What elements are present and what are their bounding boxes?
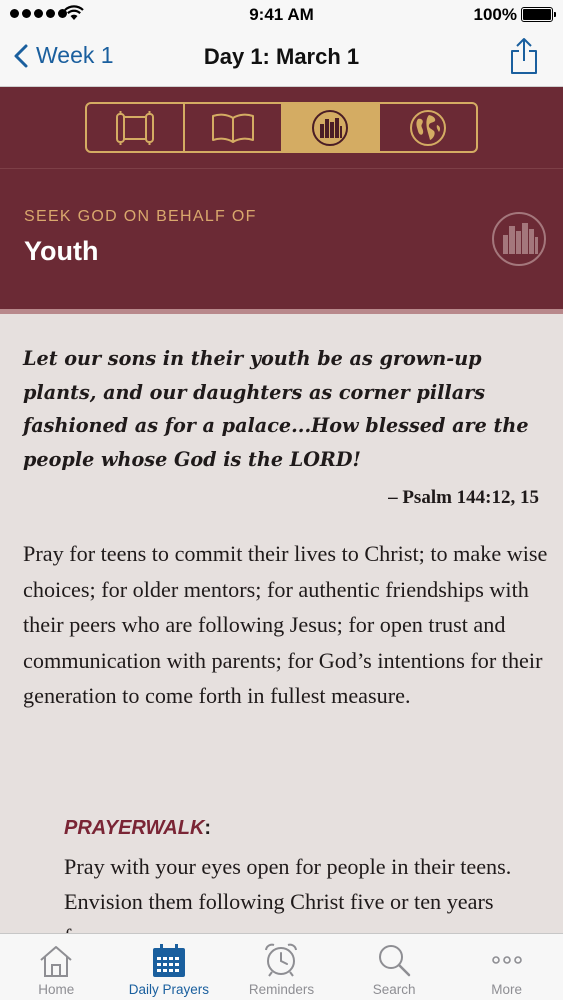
share-icon	[509, 36, 539, 76]
segment-city[interactable]	[283, 104, 381, 151]
focus-eyebrow: SEEK GOD ON BEHALF OF	[24, 208, 257, 225]
segment-world[interactable]	[380, 104, 476, 151]
page-title: Day 1: March 1	[203, 44, 360, 69]
tab-daily-prayers-label: Daily Prayers	[128, 982, 210, 997]
tab-daily-prayers[interactable]	[113, 934, 226, 1000]
scroll-icon	[111, 111, 159, 145]
prayer-guidance: Pray for teens to commit their lives to Christ; to make wise choices; for older mentors; for authentic friendships with their peers who are following Jesus; for open trust and communication with parents; for God’s intentions for their generation to come forth in fullest measure.	[23, 541, 548, 708]
open-book-icon	[210, 111, 256, 145]
tab-home[interactable]	[0, 934, 113, 1000]
alarm-clock-icon	[263, 942, 299, 978]
status-time: 9:41 AM	[249, 5, 314, 24]
prayer-focus-header	[0, 169, 563, 309]
tab-more-label: More	[491, 982, 523, 997]
battery-percent: 100%	[473, 5, 517, 24]
tab-home-label: Home	[38, 982, 75, 997]
calendar-icon	[151, 944, 187, 978]
city-icon	[311, 109, 349, 147]
more-dots-icon	[489, 942, 525, 978]
back-button-label: Week 1	[36, 42, 114, 68]
search-icon	[376, 942, 412, 978]
tab-more[interactable]	[450, 934, 563, 1000]
prayerwalk-text: Pray with your eyes open for people in their teens. Envision them following Christ five or ten years	[64, 854, 512, 914]
section-segmented-control	[85, 102, 478, 153]
scripture-citation: – Psalm 144:12, 15	[388, 487, 539, 508]
segment-scripture[interactable]	[87, 104, 185, 151]
chevron-left-icon	[14, 44, 28, 68]
prayerwalk-heading	[64, 817, 211, 840]
bottom-tab-bar	[0, 933, 563, 1000]
prayerwalk-label: PRAYERWALK	[64, 817, 205, 839]
scripture-verse: Let our sons in their youth be as grown-up plants, and our daughters as corner pillars fashioned as for a palace...How blessed are the people whose God is the LORD!	[23, 347, 529, 471]
back-button[interactable]	[14, 42, 114, 69]
globe-icon	[409, 109, 447, 147]
navigation-bar	[0, 30, 563, 87]
tab-search-label: Search	[372, 982, 416, 997]
share-button[interactable]	[509, 36, 539, 81]
prayerwalk-colon: :	[204, 817, 212, 839]
tab-reminders-label: Reminders	[248, 982, 315, 997]
home-icon	[38, 944, 74, 978]
battery-icon	[521, 7, 553, 22]
segment-reading[interactable]	[185, 104, 283, 151]
tab-reminders[interactable]	[225, 934, 338, 1000]
status-bar	[0, 0, 563, 30]
focus-title: Youth	[24, 236, 99, 266]
tab-search[interactable]	[338, 934, 451, 1000]
section-selector-strip	[0, 87, 563, 169]
city-icon	[491, 211, 547, 267]
prayer-content[interactable]	[0, 314, 563, 933]
